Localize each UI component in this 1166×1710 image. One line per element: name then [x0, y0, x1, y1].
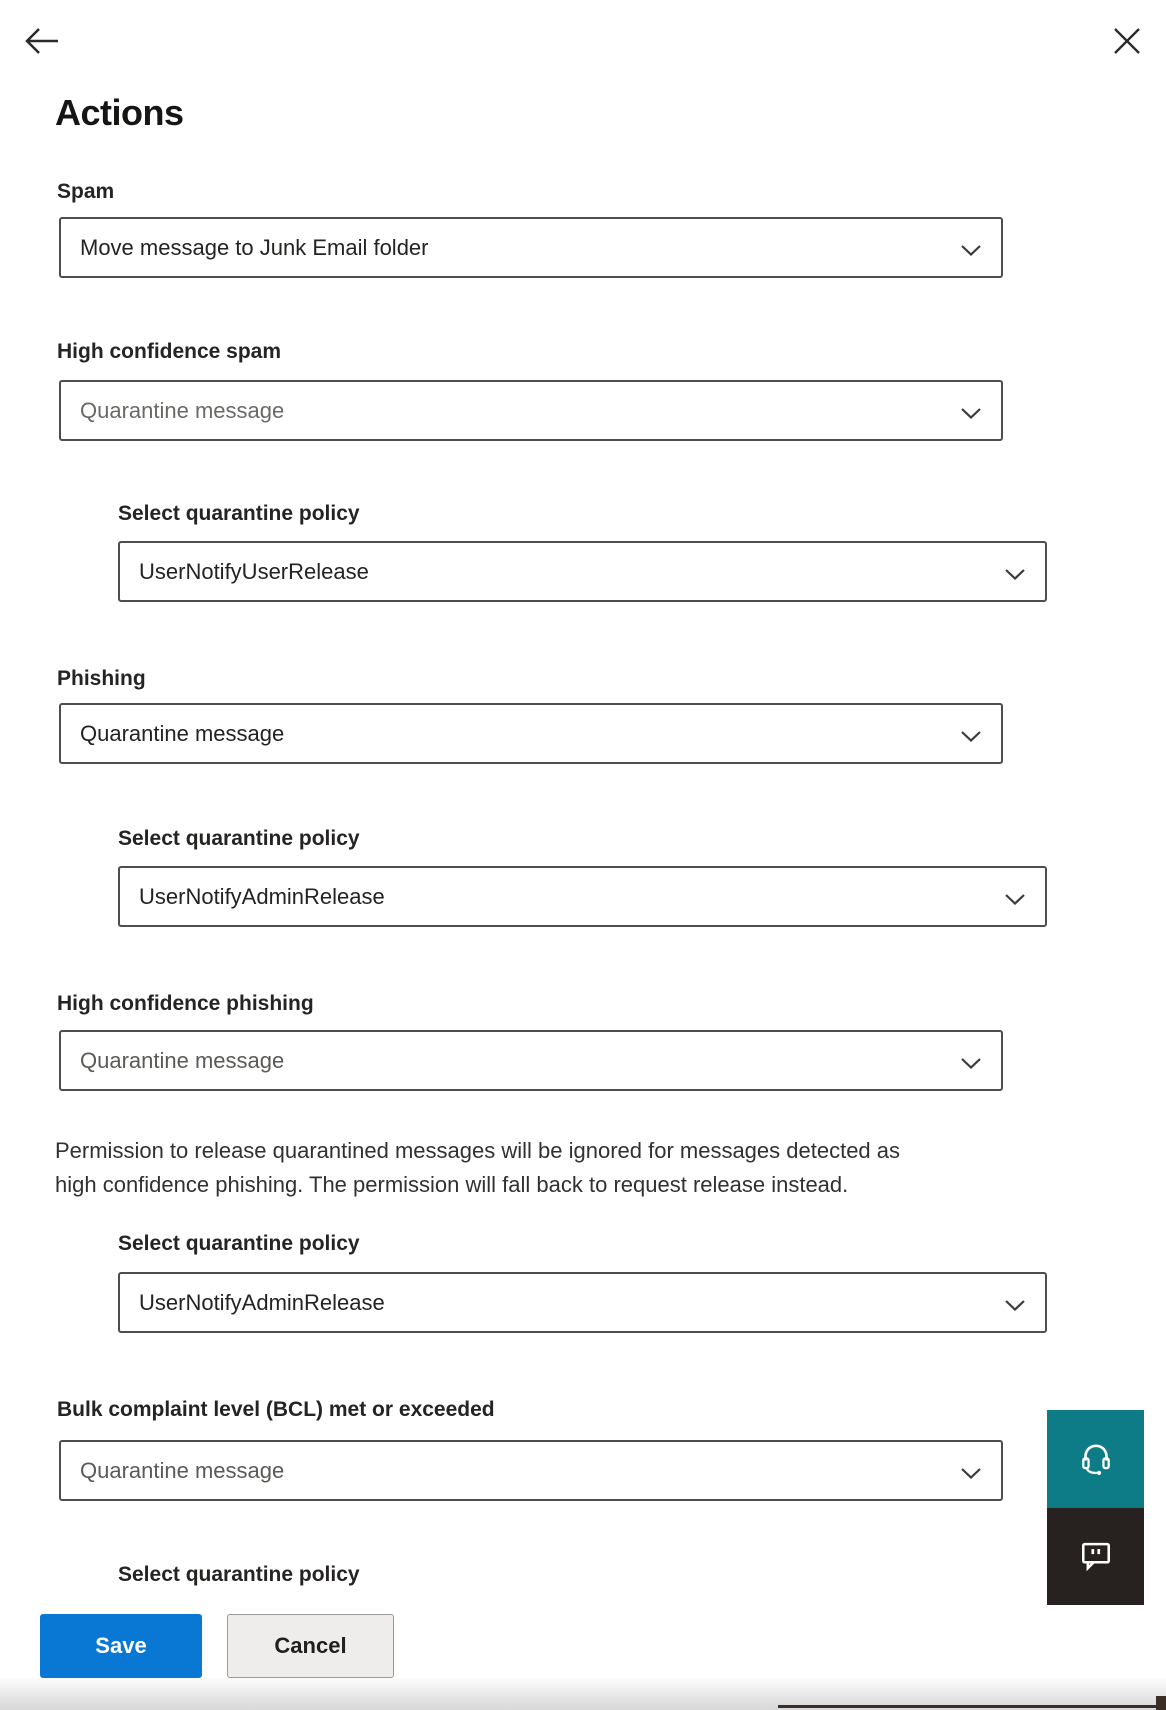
chevron-down-icon — [961, 1466, 981, 1484]
close-icon — [1112, 44, 1142, 59]
bottom-edge-line — [778, 1705, 1166, 1708]
selected-value: Quarantine message — [80, 721, 285, 746]
high-confidence-phishing-action-select[interactable] — [59, 1030, 1003, 1091]
phishing-quarantine-policy-select[interactable] — [118, 866, 1047, 927]
hcs-quarantine-policy-select[interactable] — [118, 541, 1047, 602]
save-button[interactable]: Save — [40, 1614, 202, 1678]
headset-icon — [1075, 1437, 1117, 1482]
chevron-down-icon — [1005, 567, 1025, 585]
field-label-select-quarantine-policy: Select quarantine policy — [118, 1232, 360, 1255]
selected-value: Quarantine message — [80, 1458, 285, 1483]
selected-value: Move message to Junk Email folder — [80, 235, 429, 260]
selected-value: UserNotifyAdminRelease — [139, 884, 385, 909]
chevron-down-icon — [1005, 892, 1025, 910]
selected-value: Quarantine message — [80, 398, 285, 423]
phishing-action-select[interactable] — [59, 703, 1003, 764]
field-label-phishing: Phishing — [57, 667, 146, 690]
support-button[interactable] — [1047, 1410, 1144, 1508]
chevron-down-icon — [961, 243, 981, 261]
chevron-down-icon — [1005, 1298, 1025, 1316]
high-confidence-spam-action-select[interactable] — [59, 380, 1003, 441]
chevron-down-icon — [961, 1056, 981, 1074]
field-label-spam: Spam — [57, 180, 115, 203]
clipped-label-wrap — [118, 1561, 518, 1587]
selected-value: UserNotifyUserRelease — [139, 559, 369, 584]
field-label-high-confidence-spam: High confidence spam — [57, 340, 282, 363]
field-label-select-quarantine-policy: Select quarantine policy — [118, 1563, 360, 1586]
spam-action-select[interactable] — [59, 217, 1003, 278]
chat-bubble-icon — [1076, 1535, 1116, 1578]
page-title: Actions — [55, 92, 184, 133]
field-label-high-confidence-phishing: High confidence phishing — [57, 992, 314, 1015]
chevron-down-icon — [961, 729, 981, 747]
selected-value: Quarantine message — [80, 1048, 285, 1073]
field-label-select-quarantine-policy: Select quarantine policy — [118, 502, 360, 525]
selected-value: UserNotifyAdminRelease — [139, 1290, 385, 1315]
close-button[interactable] — [1112, 26, 1142, 59]
back-button[interactable] — [22, 23, 62, 62]
bottom-edge-corner — [1156, 1696, 1166, 1710]
hcp-quarantine-policy-select[interactable] — [118, 1272, 1047, 1333]
bcl-action-select[interactable] — [59, 1440, 1003, 1501]
high-confidence-phishing-note: Permission to release quarantined messages will be ignored for messages detected as high confidence phishing. The permission will fall back to request release instead. — [55, 1138, 901, 1197]
back-arrow-icon — [22, 47, 62, 62]
feedback-button[interactable] — [1047, 1508, 1144, 1605]
cancel-button[interactable]: Cancel — [227, 1614, 394, 1678]
field-label-select-quarantine-policy: Select quarantine policy — [118, 827, 360, 850]
chevron-down-icon — [961, 406, 981, 424]
field-label-bcl: Bulk complaint level (BCL) met or exceeded — [57, 1398, 495, 1421]
